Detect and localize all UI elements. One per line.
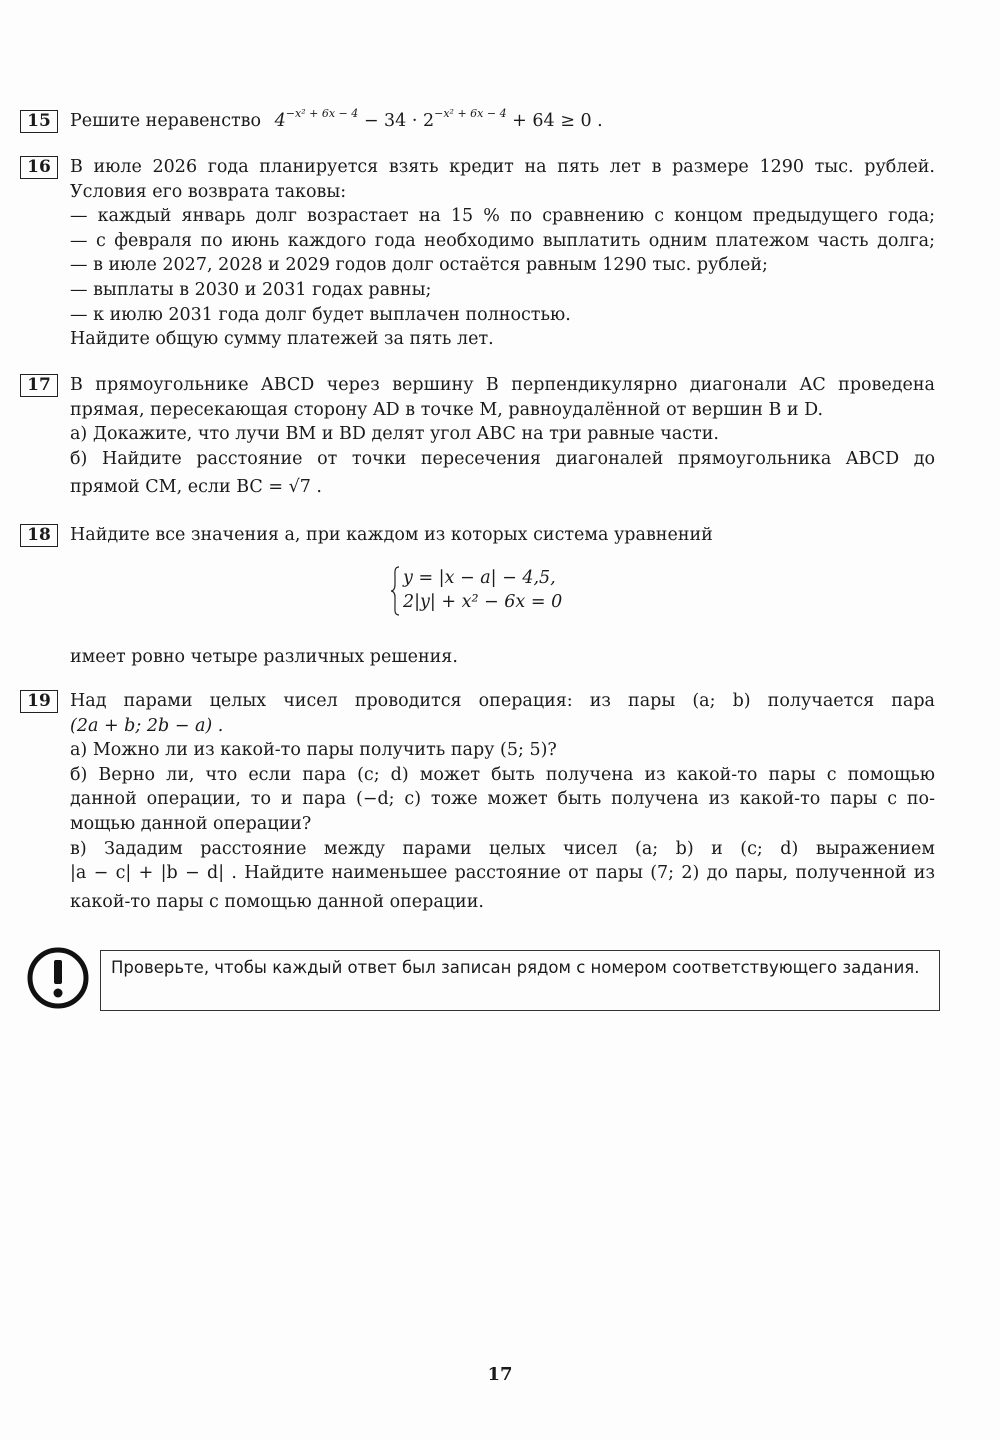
- condition-item: — каждый январь долг возрастает на 15 % по сравнению с концом предыдущего года;: [70, 206, 935, 227]
- text-line: прямой CM, если BC = √7 .: [70, 477, 322, 498]
- task-number: 16: [20, 156, 58, 179]
- text-line: имеет ровно четыре различных решения.: [70, 647, 458, 667]
- task-15: [20, 109, 935, 134]
- text-line: Условия его возврата таковы:: [70, 181, 347, 202]
- text-line: В прямоугольнике ABCD через вершину B перпендикулярно диагонали AC проведена: [70, 375, 935, 395]
- notice-box: [100, 950, 940, 1011]
- subtask-b: б) Найдите расстояние от точки пересечения диагоналей прямоугольника ABCD до: [70, 448, 935, 469]
- condition-item: — выплаты в 2030 и 2031 годах равны;: [70, 279, 432, 300]
- task-19: [20, 689, 935, 914]
- subtask-a: а) Можно ли из какой-то пары получить пару (5; 5)?: [70, 740, 557, 761]
- text-line: какой-то пары с помощью данной операции.: [70, 891, 484, 912]
- task-18-outro: [20, 645, 935, 670]
- subtask-a: а) Докажите, что лучи BM и BD делят угол ABC на три равные части.: [70, 424, 719, 445]
- text-line: Над парами целых чисел проводится операция: из пары (a; b) получается пара: [70, 691, 935, 711]
- task-number: 17: [20, 374, 58, 397]
- page-number: 17: [487, 1364, 513, 1385]
- condition-item: — с февраля по июнь каждого года необходимо выплатить одним платежом часть долга;: [70, 230, 935, 251]
- task-number: 18: [20, 524, 58, 547]
- task-17: [20, 373, 935, 500]
- task-18: [20, 523, 935, 548]
- left-brace-icon: [390, 566, 400, 616]
- text-line: данной операции, то и пара (−d; c) тоже может быть получена из какой-то пары с по-: [70, 789, 935, 810]
- task-16: [20, 155, 935, 352]
- task-number: 15: [20, 110, 58, 133]
- text-line: |a − c| + |b − d| . Найдите наименьшее расстояние от пары (7; 2) до пары, полученной из: [70, 863, 935, 884]
- task-text: Решите неравенство: [70, 111, 262, 131]
- formula: (2a + b; 2b − a) .: [70, 715, 224, 736]
- equation-2: 2|y| + x² − 6x = 0: [403, 592, 563, 612]
- question: Найдите общую сумму платежей за пять лет.: [70, 329, 494, 350]
- condition-item: — к июлю 2031 года долг будет выплачен полностью.: [70, 304, 571, 325]
- notice-text: Проверьте, чтобы каждый ответ был записан рядом с номером соответствующего задания.: [111, 958, 920, 977]
- equation-system: [390, 566, 562, 614]
- formula: $4^{-x^2 + 6x - 4} - 34 \cdot 2^{-x^2 + 6x - 4} + 64 \ge 0$ .: [274, 107, 603, 131]
- condition-item: — в июле 2027, 2028 и 2029 годов долг остаётся равным 1290 тыс. рублей;: [70, 255, 768, 276]
- text-line: Найдите все значения a, при каждом из которых система уравнений: [70, 525, 713, 545]
- task-number: 19: [20, 690, 58, 713]
- subtask-b: б) Верно ли, что если пара (c; d) может быть получена из какой-то пары с помощью: [70, 764, 935, 785]
- subtask-c: в) Зададим расстояние между парами целых чисел (a; b) и (c; d) выражением: [70, 838, 935, 859]
- text-line: прямая, пересекающая сторону AD в точке M, равноудалённой от вершин B и D.: [70, 399, 824, 420]
- text-line: В июле 2026 года планируется взять кредит на пять лет в размере 1290 тыс. рублей.: [70, 157, 935, 177]
- equation-1: y = |x − a| − 4,5,: [403, 568, 556, 588]
- exclamation-circle-icon: [26, 946, 90, 1010]
- text-line: мощью данной операции?: [70, 813, 312, 834]
